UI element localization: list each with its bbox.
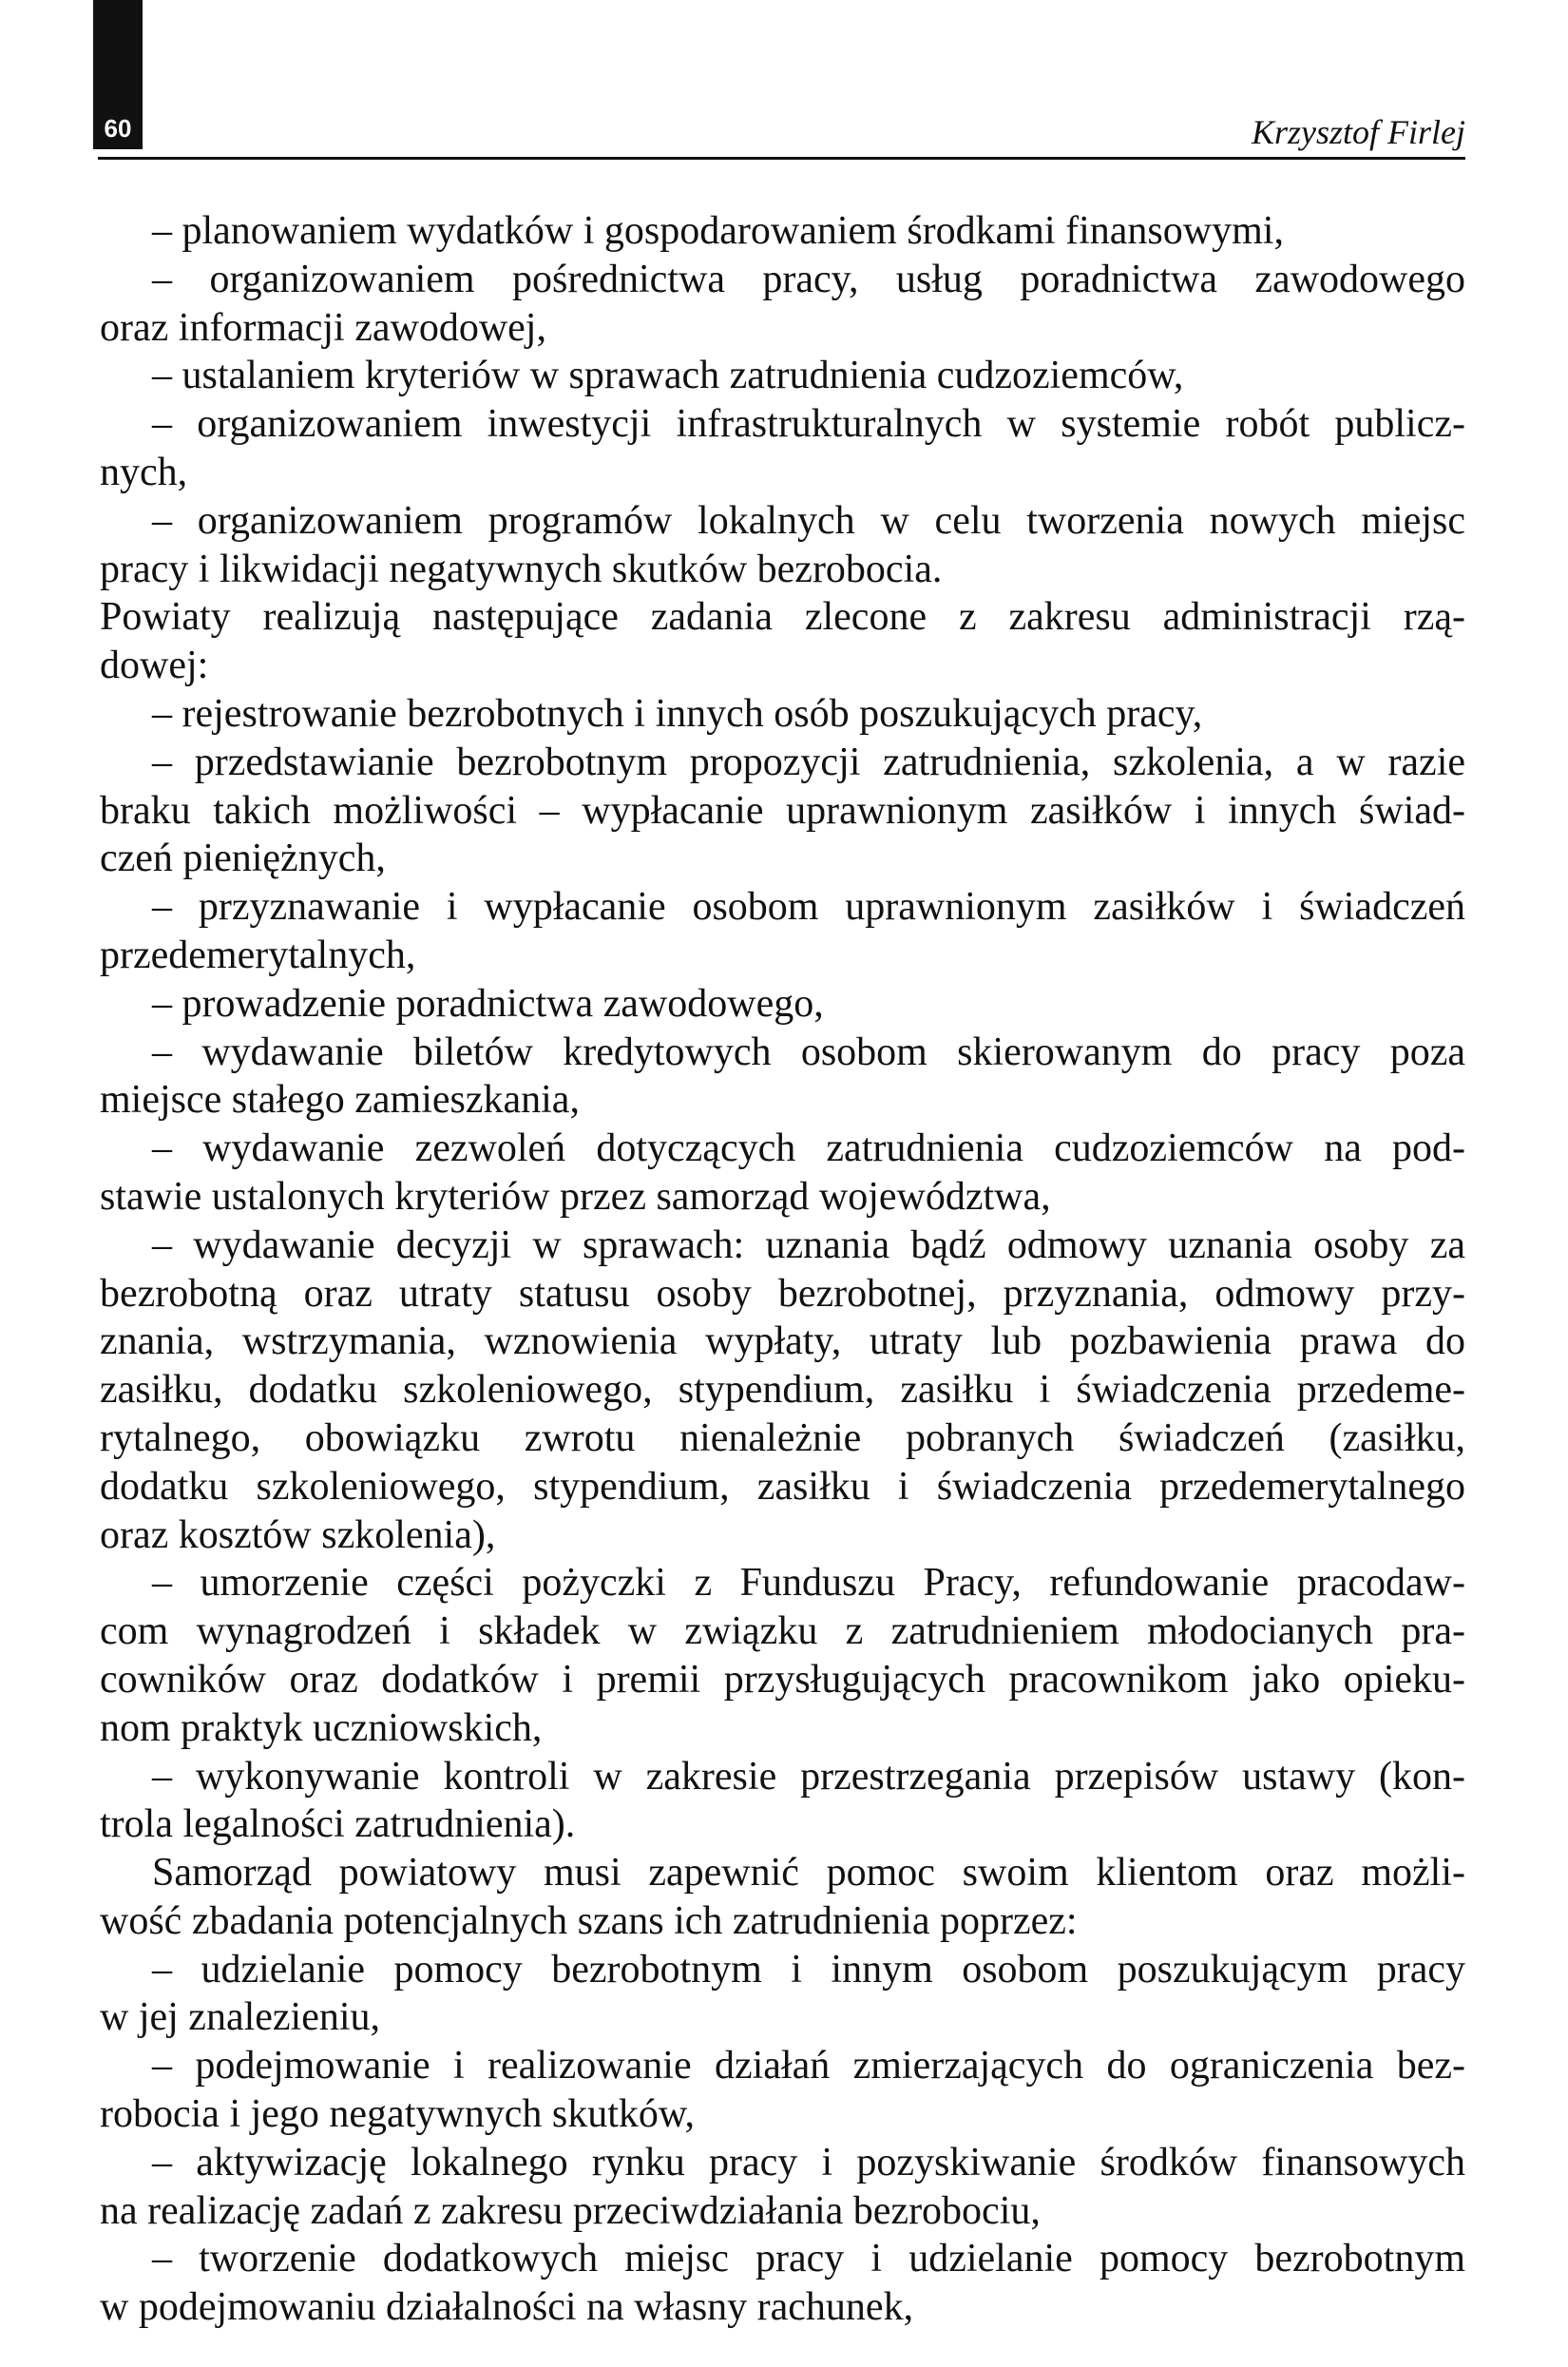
text-line: bezrobotną oraz utraty statusu osoby bezrobotnej, przyznania, odmowy przy- [100, 1271, 1465, 1316]
text-line: – aktywizację lokalnego rynku pracy i pozyskiwanie środków finansowych [152, 2140, 1465, 2184]
text-line: nom praktyk uczniowskich, [100, 1705, 543, 1750]
text-line: – organizowaniem pośrednictwa pracy, usług poradnictwa zawodowego [152, 257, 1465, 301]
text-line: – prowadzenie poradnictwa zawodowego, [152, 981, 824, 1026]
text-line: – organizowaniem inwestycji infrastrukturalnych w systemie robót publicz- [152, 402, 1465, 447]
text-line: – wydawanie zezwoleń dotyczących zatrudnienia cudzoziemców na pod- [152, 1126, 1465, 1171]
text-line: – wydawanie decyzji w sprawach: uznania bądź odmowy uznania osoby za [152, 1222, 1465, 1267]
text-line: na realizację zadań z zakresu przeciwdziałania bezrobociu, [100, 2188, 1041, 2233]
text-line: dowej: [100, 644, 209, 688]
text-line: – umorzenie części pożyczki z Funduszu Pracy, refundowanie pracodaw- [152, 1561, 1465, 1606]
text-line: rytalnego, obowiązku zwrotu nienależnie pobranych świadczeń (zasiłku, [100, 1415, 1465, 1460]
header-rule [98, 157, 1465, 160]
text-line: znania, wstrzymania, wznowienia wypłaty, utraty lub pozbawienia prawa do [100, 1319, 1465, 1364]
text-line: – wykonywanie kontroli w zakresie przestrzegania przepisów ustawy (kon- [152, 1754, 1465, 1799]
text-line: nych, [100, 450, 188, 494]
text-line: Powiaty realizują następujące zadania zlecone z zakresu administracji rzą- [100, 595, 1465, 640]
text-line: przedemerytalnych, [100, 933, 416, 977]
text-line: – podejmowanie i realizowanie działań zmierzających do ograniczenia bez- [152, 2044, 1465, 2088]
text-line: com wynagrodzeń i składek w związku z zatrudnieniem młodocianych pra- [100, 1609, 1465, 1654]
text-line: – organizowaniem programów lokalnych w celu tworzenia nowych miejsc [152, 498, 1465, 543]
text-line: miejsce stałego zamieszkania, [100, 1078, 580, 1123]
text-line: Samorząd powiatowy musi zapewnić pomoc swoim klientom oraz możli- [152, 1851, 1465, 1896]
text-line: dodatku szkoleniowego, stypendium, zasiłku i świadczenia przedemerytalnego [100, 1464, 1465, 1509]
text-line: – wydawanie biletów kredytowych osobom skierowanym do pracy poza [152, 1030, 1465, 1074]
text-line: oraz informacji zawodowej, [100, 305, 546, 350]
text-line: w podejmowaniu działalności na własny rachunek, [100, 2285, 914, 2330]
text-line: – tworzenie dodatkowych miejsc pracy i udzielanie pomocy bezrobotnym [152, 2237, 1465, 2281]
text-line: zasiłku, dodatku szkoleniowego, stypendium, zasiłku i świadczenia przedeme- [100, 1368, 1465, 1413]
text-line: trola legalności zatrudnienia). [100, 1802, 576, 1847]
text-line: wość zbadania potencjalnych szans ich zatrudnienia poprzez: [100, 1898, 1078, 1943]
text-line: czeń pieniężnych, [100, 837, 386, 881]
page-body-text [100, 207, 1465, 2332]
text-line: – przedstawianie bezrobotnym propozycji zatrudnienia, szkolenia, a w razie [152, 740, 1465, 784]
text-line: w jej znalezieniu, [100, 1995, 381, 2040]
text-line: – ustalaniem kryteriów w sprawach zatrudnienia cudzoziemców, [152, 354, 1184, 398]
text-line: stawie ustalonych kryteriów przez samorząd województwa, [100, 1174, 1051, 1219]
page-number-tab [93, 0, 143, 149]
text-line: – planowaniem wydatków i gospodarowaniem środkami finansowymi, [152, 209, 1284, 253]
text-line: pracy i likwidacji negatywnych skutków bezrobocia. [100, 547, 943, 591]
running-head-author: Krzysztof Firlej [1251, 113, 1465, 151]
text-line: – rejestrowanie bezrobotnych i innych osób poszukujących pracy, [152, 691, 1203, 736]
text-line: robocia i jego negatywnych skutków, [100, 2092, 695, 2137]
text-line: – udzielanie pomocy bezrobotnym i innym osobom poszukującym pracy [152, 1947, 1465, 1992]
text-line: cowników oraz dodatków i premii przysługujących pracownikom jako opieku- [100, 1657, 1465, 1702]
page-number: 60 [104, 114, 132, 143]
text-line: braku takich możliwości – wypłacanie uprawnionym zasiłków i innych świad- [100, 788, 1465, 833]
text-line: oraz kosztów szkolenia), [100, 1512, 496, 1557]
text-line: – przyznawanie i wypłacanie osobom uprawnionym zasiłków i świadczeń [152, 885, 1465, 930]
